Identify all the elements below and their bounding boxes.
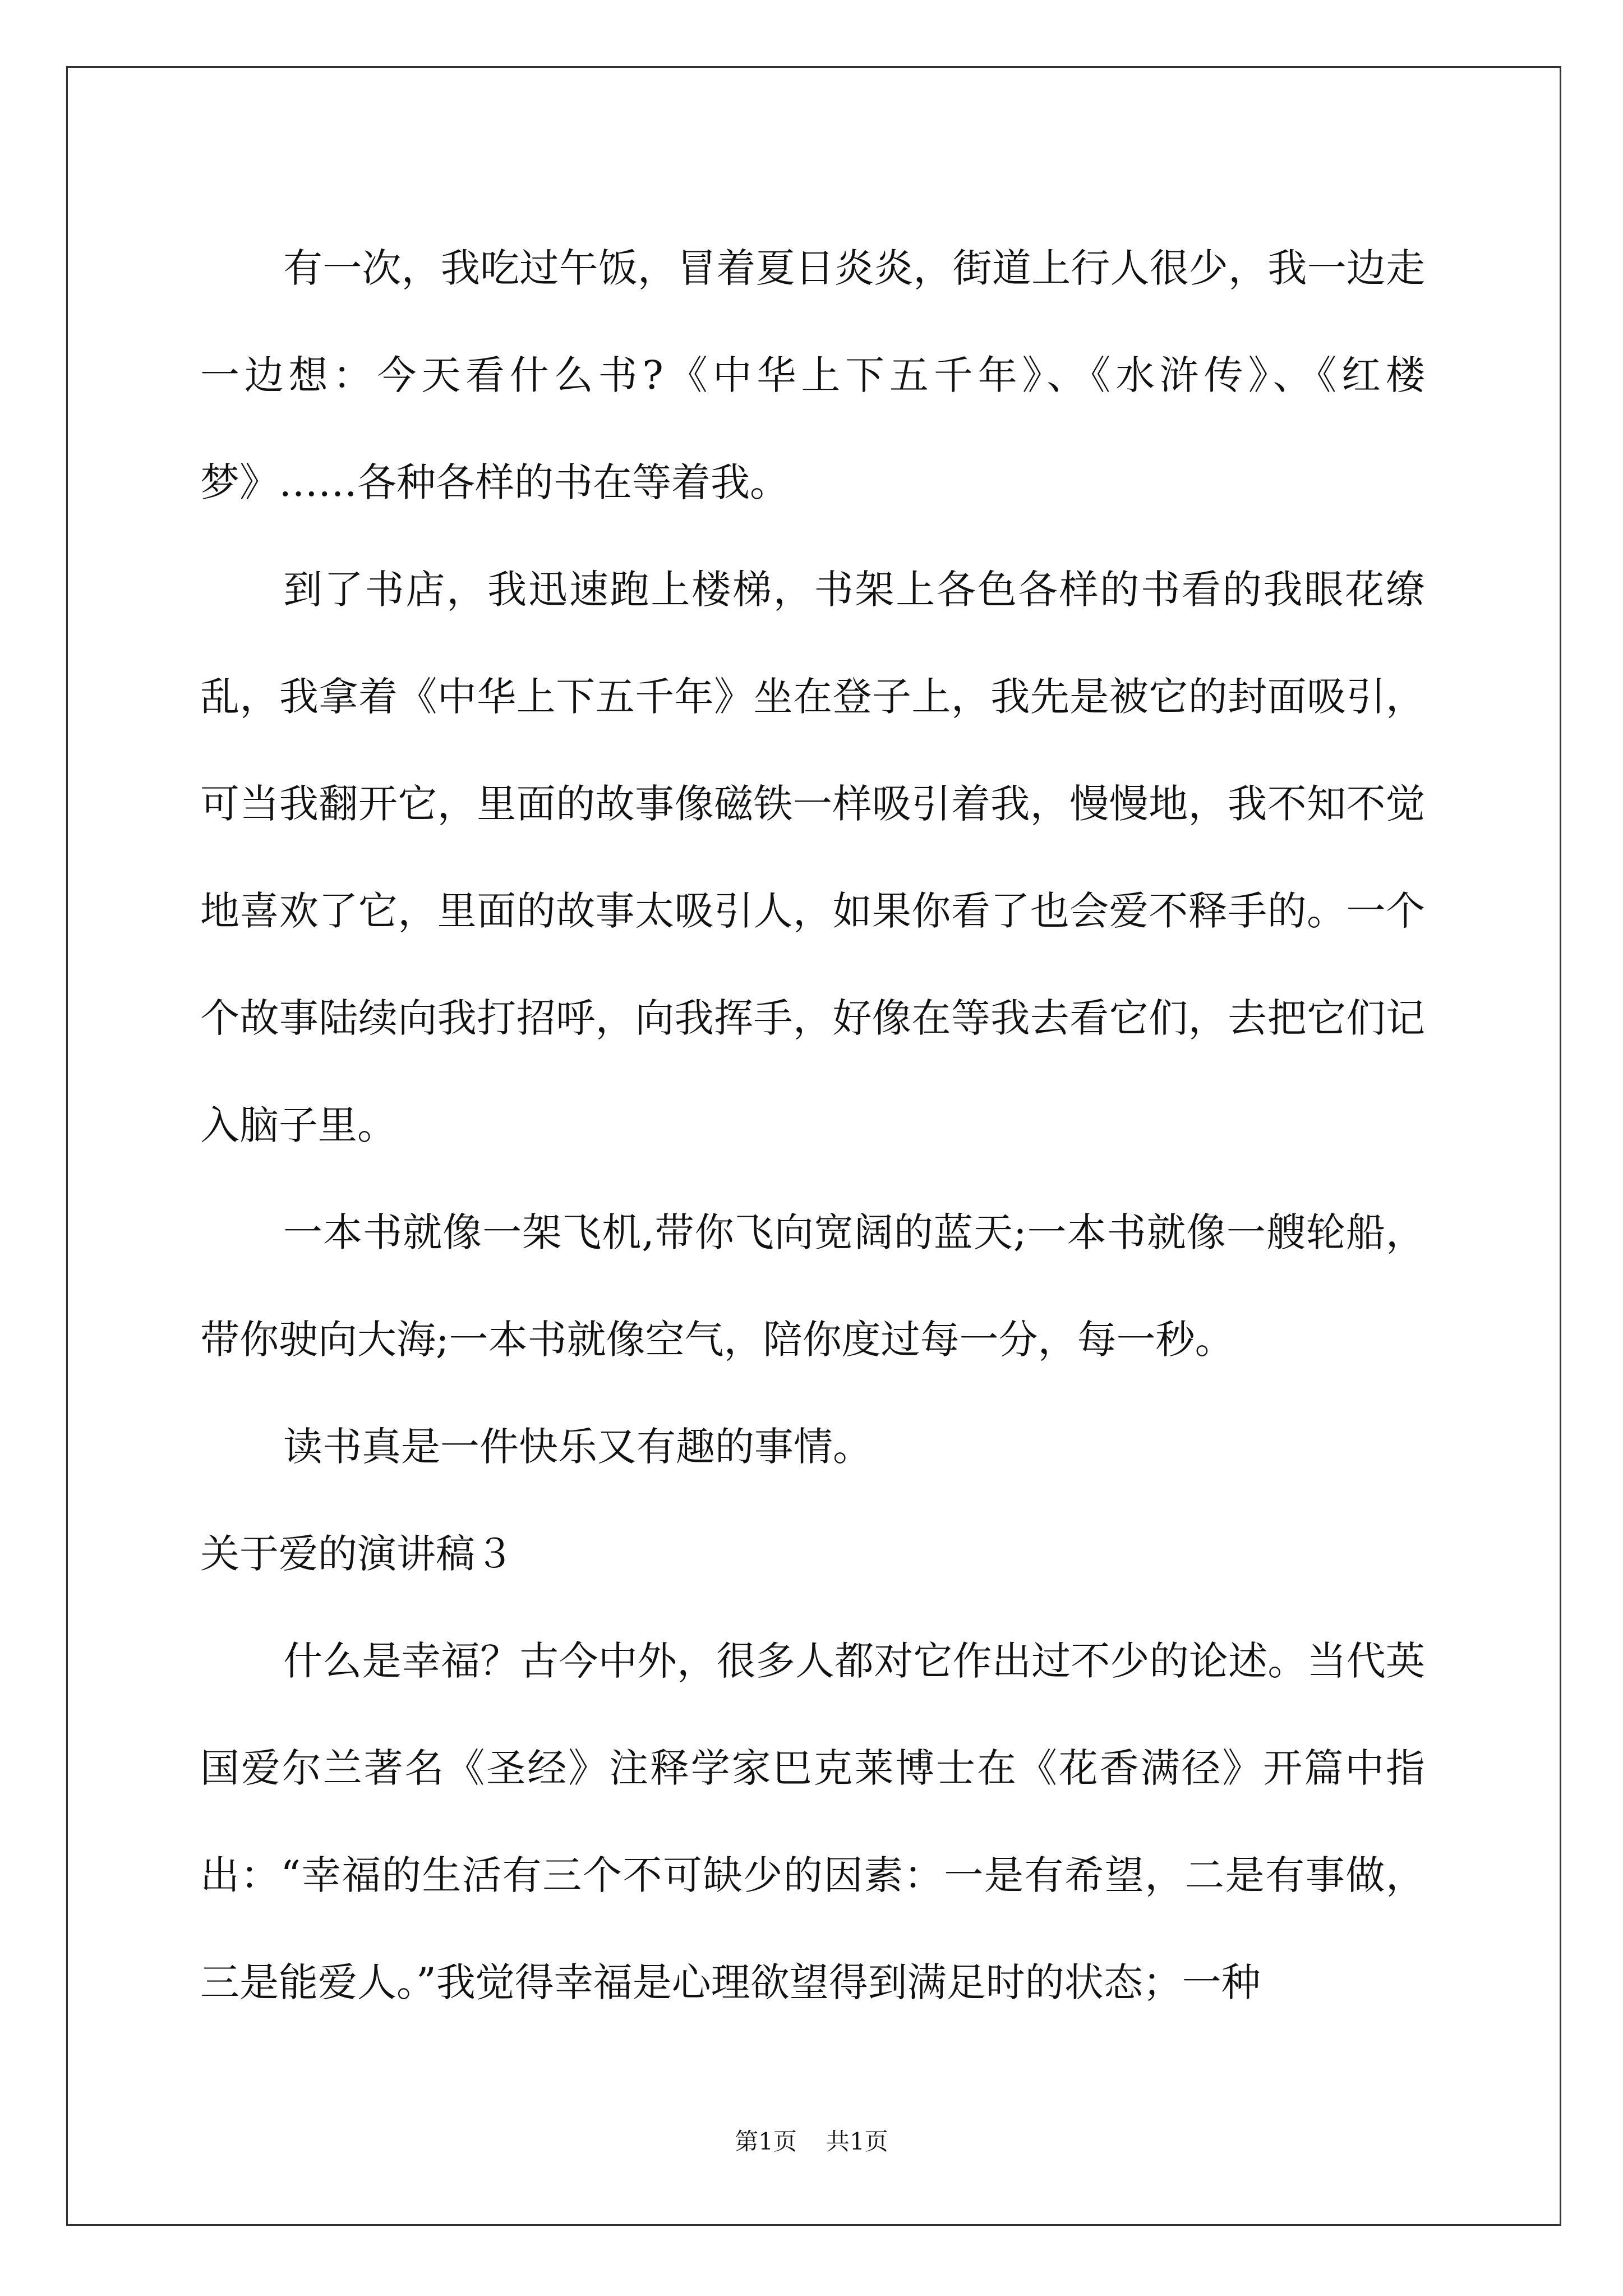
paragraph: 读书真是一件快乐又有趣的事情。 bbox=[283, 1424, 872, 1470]
paragraph: 什么是幸福？古今中外，很多人都对它作出过不少的论述。当代英国爱尔兰著名《圣经》注释学家巴克莱博士在《花香满径》开篇中指出：“幸福的生活有三个不可缺少的因素：一是有希望，二是有事做，三是能爱人。”我觉得幸福是心理欲望得到满足时的状态；一种 bbox=[200, 1638, 1425, 2005]
section-heading: 关于爱的演讲稿３ bbox=[200, 1531, 514, 1577]
page-number: 第1页 bbox=[735, 2128, 797, 2155]
paragraph: 有一次，我吃过午饭，冒着夏日炎炎，街道上行人很少，我一边走一边想：今天看什么书?《中华上下五千年》、《水浒传》、《红楼梦》……各种各样的书在等着我。 bbox=[200, 245, 1425, 505]
paragraph: 一本书就像一架飞机,带你飞向宽阔的蓝天;一本书就像一艘轮船，带你驶向大海;一本书就像空气，陪你度过每一分，每一秒。 bbox=[200, 1209, 1425, 1363]
document-body bbox=[200, 215, 1425, 2036]
paragraph: 到了书店，我迅速跑上楼梯，书架上各色各样的书看的我眼花缭乱，我拿着《中华上下五千年》坐在登子上，我先是被它的封面吸引，可当我翻开它，里面的故事像磁铁一样吸引着我，慢慢地，我不知不觉地喜欢了它，里面的故事太吸引人，如果你看了也会爱不释手的。一个个故事陆续向我打招呼，向我挥手，好像在等我去看它们，去把它们记入脑子里。 bbox=[200, 567, 1425, 1148]
page-footer bbox=[0, 2123, 1623, 2157]
page-total: 共1页 bbox=[826, 2128, 888, 2155]
